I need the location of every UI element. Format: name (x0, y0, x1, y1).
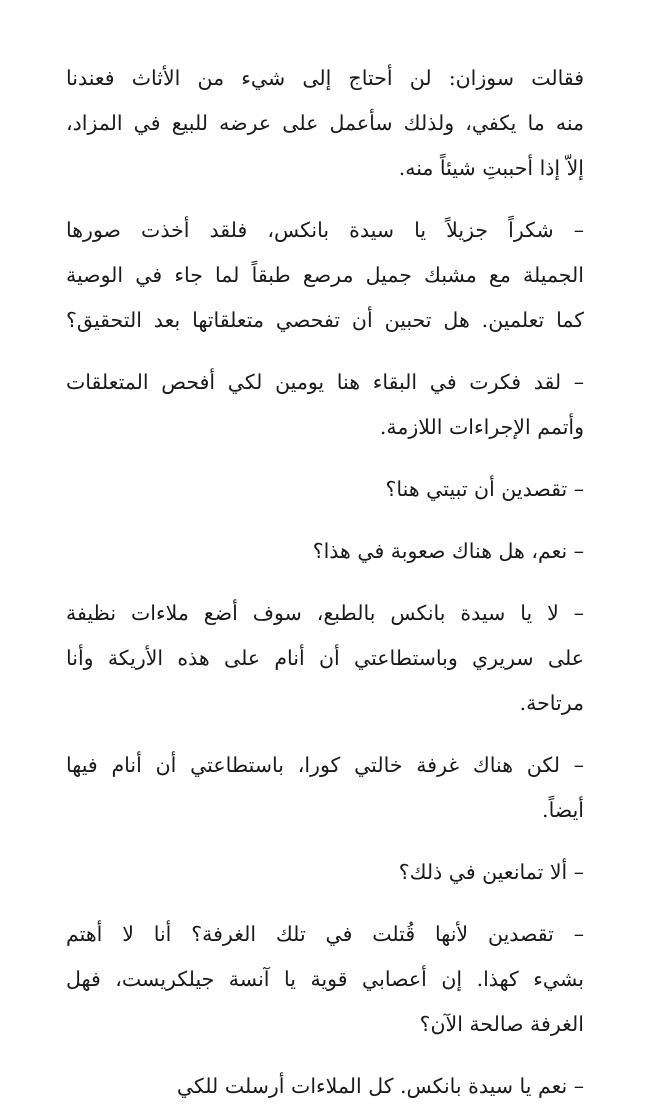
text-line: أيضاً. (542, 798, 584, 822)
text-line: وأتمم الإجراءات اللازمة. (379, 415, 584, 439)
paragraph-2 (66, 208, 584, 343)
paragraph-3 (66, 360, 584, 450)
paragraph-10 (66, 1064, 584, 1109)
paragraph-6 (66, 591, 584, 726)
text-line: – لقد فكرت في البقاء هنا يومين لكي أفحص المتعلقات (66, 370, 584, 394)
text-line: إلاّ إذا أحببتِ شيئاً منه. (398, 156, 584, 180)
paragraph-1 (66, 56, 584, 191)
text-line: بشيء كهذا. إن أعصابي قوية يا آنسة جيلكريست، فهل (66, 967, 584, 991)
text-line: – نعم، هل هناك صعوبة في هذا؟ (312, 539, 584, 563)
text-line: – نعم يا سيدة بانكس. كل الملاءات أرسلت للكي (176, 1074, 584, 1098)
text-line: الجميلة مع مشبك جميل مرصع طبقاً لما جاء في الوصية (66, 263, 584, 287)
text-line: منه ما يكفي، ولذلك سأعمل على عرضه للبيع في المزاد، (66, 111, 584, 135)
text-line: – لكن هناك غرفة خالتي كورا، باستطاعتي أن أنام فيها (66, 753, 584, 777)
text-line: – تقصدين لأنها قُتلت في تلك الغرفة؟ أنا لا أهتم (66, 922, 584, 946)
paragraph-7 (66, 743, 584, 833)
text-line: مرتاحة. (519, 691, 584, 715)
text-line: الغرفة صالحة الآن؟ (419, 1012, 584, 1036)
text-line: فقالت سوزان: لن أحتاج إلى شيء من الأثاث فعندنا (66, 66, 584, 90)
book-page (66, 56, 584, 1098)
paragraph-8 (66, 850, 584, 895)
paragraph-4 (66, 467, 584, 512)
text-line: على سريري وباستطاعتي أن أنام على هذه الأريكة وأنا (66, 646, 584, 670)
text-line: – تقصدين أن تبيتي هنا؟ (385, 477, 584, 501)
paragraph-5 (66, 529, 584, 574)
text-line: – ألا تمانعين في ذلك؟ (398, 860, 584, 884)
paragraph-9 (66, 912, 584, 1047)
text-line: – لا يا سيدة بانكس بالطبع، سوف أضع ملاءات نظيفة (66, 601, 584, 625)
text-line: – شكراً جزيلاً يا سيدة بانكس، فلقد أخذت صورها (66, 218, 584, 242)
text-line: كما تعلمين. هل تحبين أن تفحصي متعلقاتها بعد التحقيق؟ (66, 308, 584, 332)
